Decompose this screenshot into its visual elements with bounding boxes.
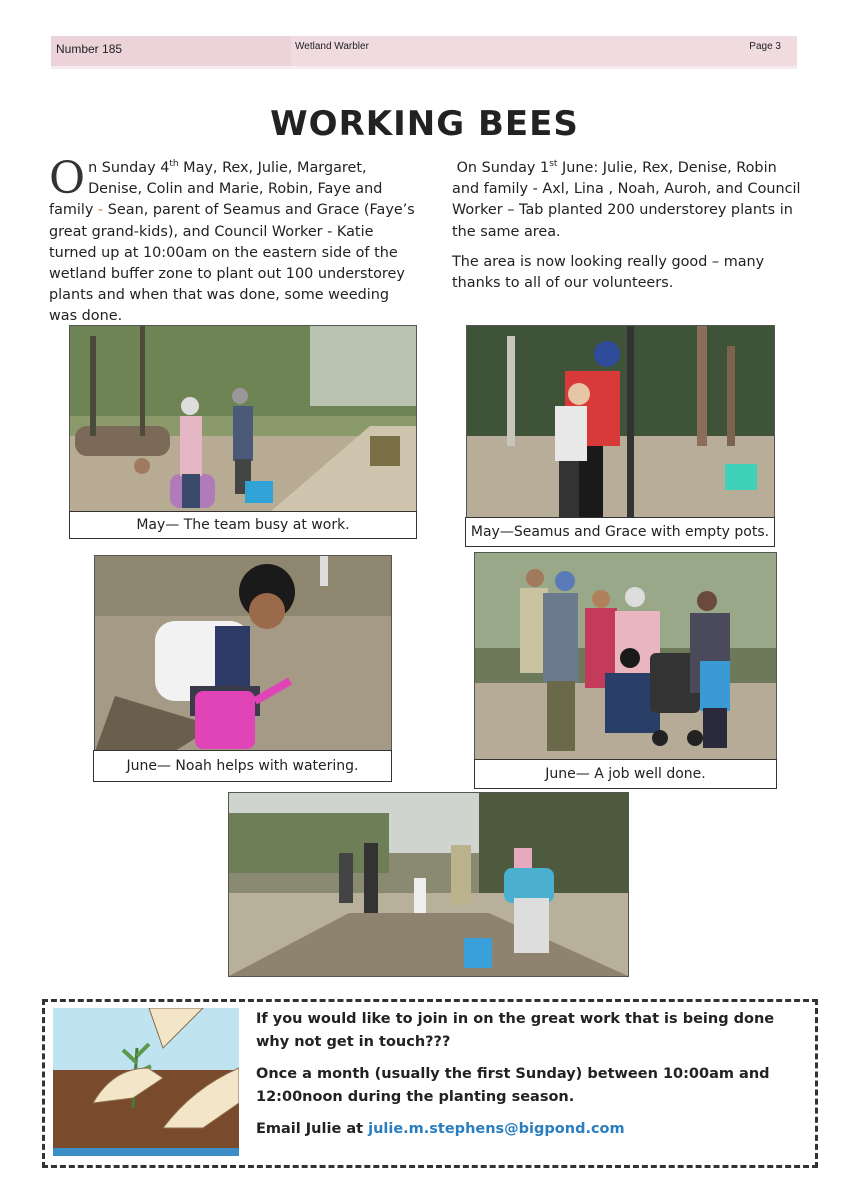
caption-photo-4: June— A job well done.	[474, 759, 777, 789]
page-header	[51, 36, 797, 66]
publication-name: Wetland Warbler	[295, 41, 369, 52]
orange-dash: -	[98, 202, 104, 219]
caption-photo-1: May— The team busy at work.	[69, 511, 417, 539]
left-paragraph: On Sunday 4th May, Rex, Julie, Margaret, Denise, Colin and Marie, Robin, Faye and family - Sean, parent of Seamus and Grace (Faye’s great grand-kids), and Council Worker - Katie turned up at 10:00am on the eastern side of the wetland buffer zone to plant out 100 understorey plants and when that was done, some weeding was done.	[49, 153, 415, 325]
photo-team-at-work	[69, 325, 417, 513]
caption-photo-3: June— Noah helps with watering.	[93, 750, 392, 782]
right-paragraph-1: On Sunday 1st June: Julie, Rex, Denise, Robin and family - Axl, Lina , Noah, Auroh, and Council Worker – Tab planted 200 understorey plants in the same area.	[452, 159, 801, 240]
page-title: WORKING BEES	[270, 104, 579, 144]
join-invitation: If you would like to join in on the great work that is being done why not get in touch???	[256, 1011, 775, 1050]
planting-clipart	[53, 1008, 239, 1156]
photo-noah-watering	[94, 555, 392, 752]
left-column	[49, 153, 419, 337]
schedule-info: Once a month (usually the first Sunday) between 10:00am and 12:00noon during the planting season.	[256, 1066, 770, 1105]
email-link[interactable]: julie.m.stephens@bigpond.com	[368, 1121, 625, 1137]
photo-seamus-grace	[466, 325, 775, 519]
issue-number: Number 185	[56, 42, 123, 56]
right-column	[452, 158, 802, 303]
issue-cell	[51, 36, 291, 66]
drop-cap: O	[49, 153, 86, 204]
page-number: Page 3	[749, 41, 781, 52]
photo-group-planting	[228, 792, 629, 977]
email-line: Email Julie at julie.m.stephens@bigpond.com	[256, 1121, 625, 1137]
photo-job-well-done	[474, 552, 777, 761]
contact-text	[256, 1008, 811, 1150]
right-paragraph-2: The area is now looking really good – many thanks to all of our volunteers.	[452, 253, 765, 292]
caption-photo-2: May—Seamus and Grace with empty pots.	[465, 517, 775, 547]
header-shadow	[51, 66, 797, 69]
